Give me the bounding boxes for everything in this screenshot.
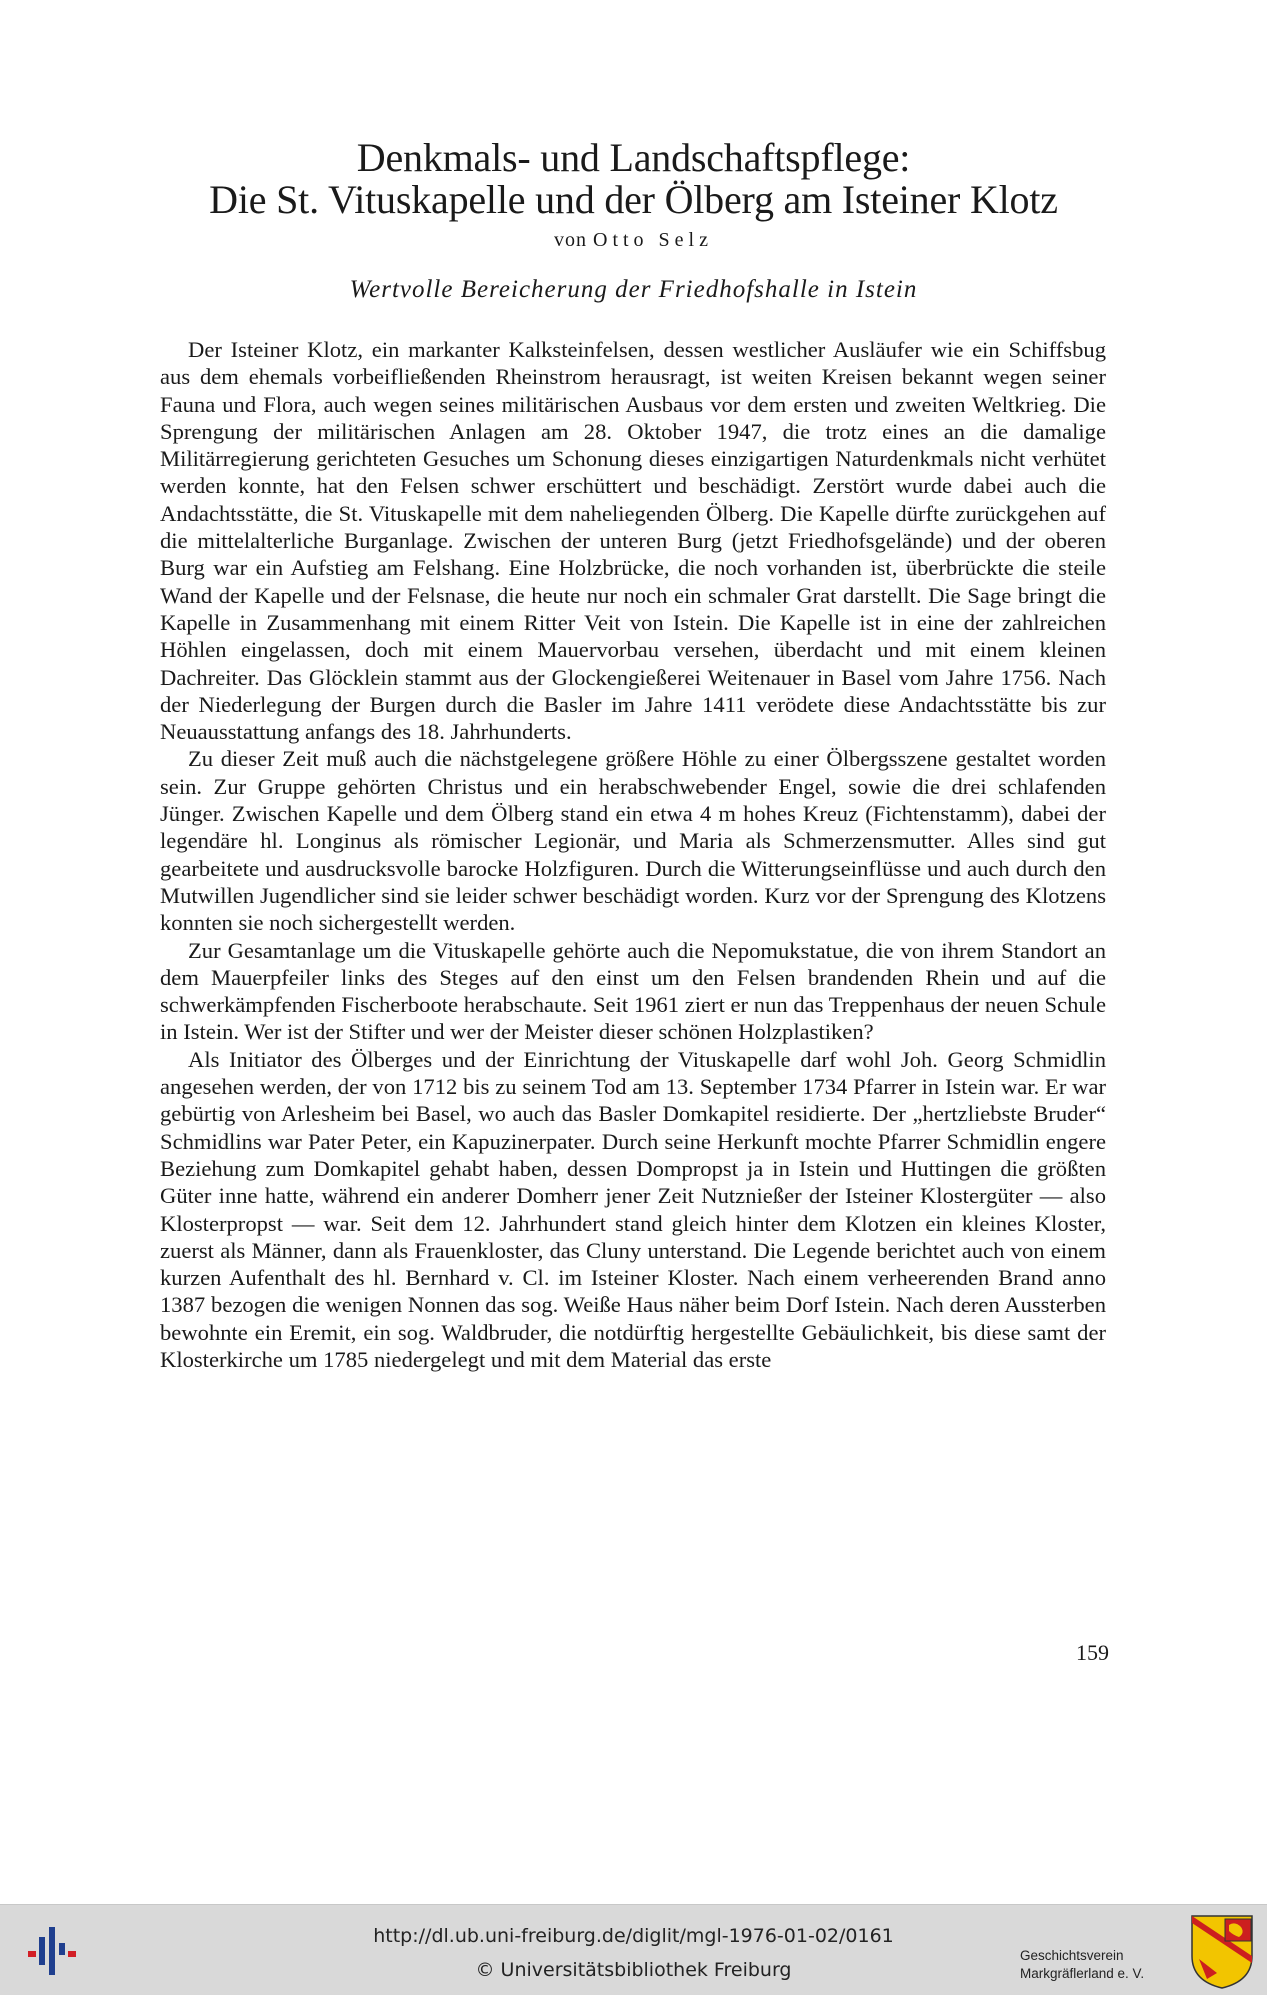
viewer-footer xyxy=(0,1904,1267,1995)
document-url[interactable]: http://dl.ub.uni-freiburg.de/diglit/mgl-1976-01-02/0161 xyxy=(373,1925,894,1947)
page-number: 159 xyxy=(1076,1640,1109,1665)
author-line xyxy=(0,229,1267,252)
article-title-line-1: Denkmals- und Landschaftspflege: xyxy=(356,135,911,180)
author-prefix: von xyxy=(554,229,587,251)
paragraph: Als Initiator des Ölberges und der Einrichtung der Vituskapelle darf wohl Joh. Georg Schmidlin angesehen werden, der von 1712 bis zu seinem Tod am 13. September 1734 Pfarrer in Istein war. Er war gebürtig von Arlesheim bei Basel, wo auch das Basler Domkapitel residierte. Der „hertzliebste Bruder“ Schmidlins war Pater Peter, ein Kapuzinerpater. Durch seine Herkunft mochte Pfarrer Schmidlin engere Beziehung zum Domkapitel gehabt haben, dessen Dompropst ja in Istein und Huttingen die größten Güter inne hatte, während ein anderer Domherr jener Zeit Nutznießer der Isteiner Klostergüter — also Klosterpropst — war. Seit dem 12. Jahrhundert stand gleich hinter dem Klotzen ein kleines Kloster, zuerst als Männer, dann als Frauenkloster, das Cluny unterstand. Die Legende berichtet auch von einem kurzen Aufenthalt des hl. Bernhard v. Cl. im Isteiner Kloster. Nach einem verheerenden Brand anno 1387 bezogen die wenigen Nonnen das sog. Weiße Haus näher beim Dorf Istein. Nach deren Aussterben bewohnte ein Eremit, ein sog. Waldbruder, die notdürftig hergestellte Gebäulichkeit, bis diese samt der Klosterkirche um 1785 niedergelegt und mit dem Material das erste xyxy=(160,1046,1106,1372)
article-body xyxy=(160,336,1106,1373)
article-subtitle: Wertvolle Bereicherung der Friedhofshalle in Istein xyxy=(349,276,918,303)
copyright-notice: © Universitätsbibliothek Freiburg xyxy=(475,1959,792,1981)
paragraph: Zu dieser Zeit muß auch die nächstgelegene größere Höhle zu einer Ölbergsszene gestaltet worden sein. Zur Gruppe gehörten Christus und ein herabschwebender Engel, sowie die drei schlafenden Jünger. Zwischen Kapelle und dem Ölberg stand ein etwa 4 m hohes Kreuz (Fichtenstamm), dabei der legendäre hl. Longinus als römischer Legionär, und Maria als Schmerzensmutter. Alles sind gut gearbeitete und ausdrucksvolle barocke Holzfiguren. Durch die Witterungseinflüsse und auch durch den Mutwillen Jugendlicher sind sie leider schwer beschädigt worden. Kurz vor der Sprengung des Klotzens konnten sie noch sichergestellt werden. xyxy=(160,746,1106,936)
society-name-line-2: Markgräflerland e. V. xyxy=(1020,1966,1145,1981)
document-url-link[interactable] xyxy=(0,1925,1267,1947)
author-name: Otto Selz xyxy=(593,229,713,251)
coat-of-arms-icon[interactable] xyxy=(1187,1911,1257,1991)
society-name[interactable] xyxy=(1020,1947,1190,1983)
paragraph: Zur Gesamtanlage um die Vituskapelle gehörte auch die Nepomukstatue, die von ihrem Standort an dem Mauerpfeiler links des Steges auf den einst um den Felsen brandenden Rhein und auf die schwerkämpfenden Fischerboote herabschaute. Seit 1961 ziert er nun das Treppenhaus der neuen Schule in Istein. Wer ist der Stifter und wer der Meister dieser schönen Holzplastiken? xyxy=(160,937,1106,1045)
paragraph: Der Isteiner Klotz, ein markanter Kalksteinfelsen, dessen westlicher Ausläufer wie ein Schiffsbug aus dem ehemals vorbeifließenden Rheinstrom herausragt, ist weiten Kreisen bekannt wegen seiner Fauna und Flora, auch wegen seines militärischen Ausbaus vor dem ersten und zweiten Weltkrieg. Die Sprengung der militärischen Anlagen am 28. Oktober 1947, die trotz eines an die damalige Militärregierung gerichteten Gesuches um Schonung dieses einzigartigen Naturdenkmals nicht verhütet werden konnte, hat den Felsen schwer erschüttert und beschädigt. Zerstört wurde dabei auch die Andachtsstätte, die St. Vituskapelle mit dem naheliegenden Ölberg. Die Kapelle dürfte zurückgehen auf die mittelalterliche Burganlage. Zwischen der unteren Burg (jetzt Friedhofsgelände) und der oberen Burg war ein Aufstieg am Felshang. Eine Holzbrücke, die noch vorhanden ist, überbrückte die steile Wand der Kapelle und der Felsnase, die heute nur noch ein schmaler Grat darstellt. Die Sage bringt die Kapelle in Zusammenhang mit einem Ritter Veit von Istein. Die Kapelle ist in eine der zahlreichen Höhlen eingelassen, doch mit einem Mauervorbau versehen, überdacht und mit einem kleinen Dachreiter. Das Glöcklein stammt aus der Glockengießerei Weitenauer in Basel vom Jahre 1756. Nach der Niederlegung der Burgen durch die Basler im Jahre 1411 verödete diese Andachtsstätte bis zur Neuausstattung anfangs des 18. Jahrhunderts. xyxy=(160,337,1106,745)
article-title-line-2: Die St. Vituskapelle und der Ölberg am Isteiner Klotz xyxy=(209,177,1058,222)
society-name-line-1: Geschichtsverein xyxy=(1020,1948,1124,1963)
